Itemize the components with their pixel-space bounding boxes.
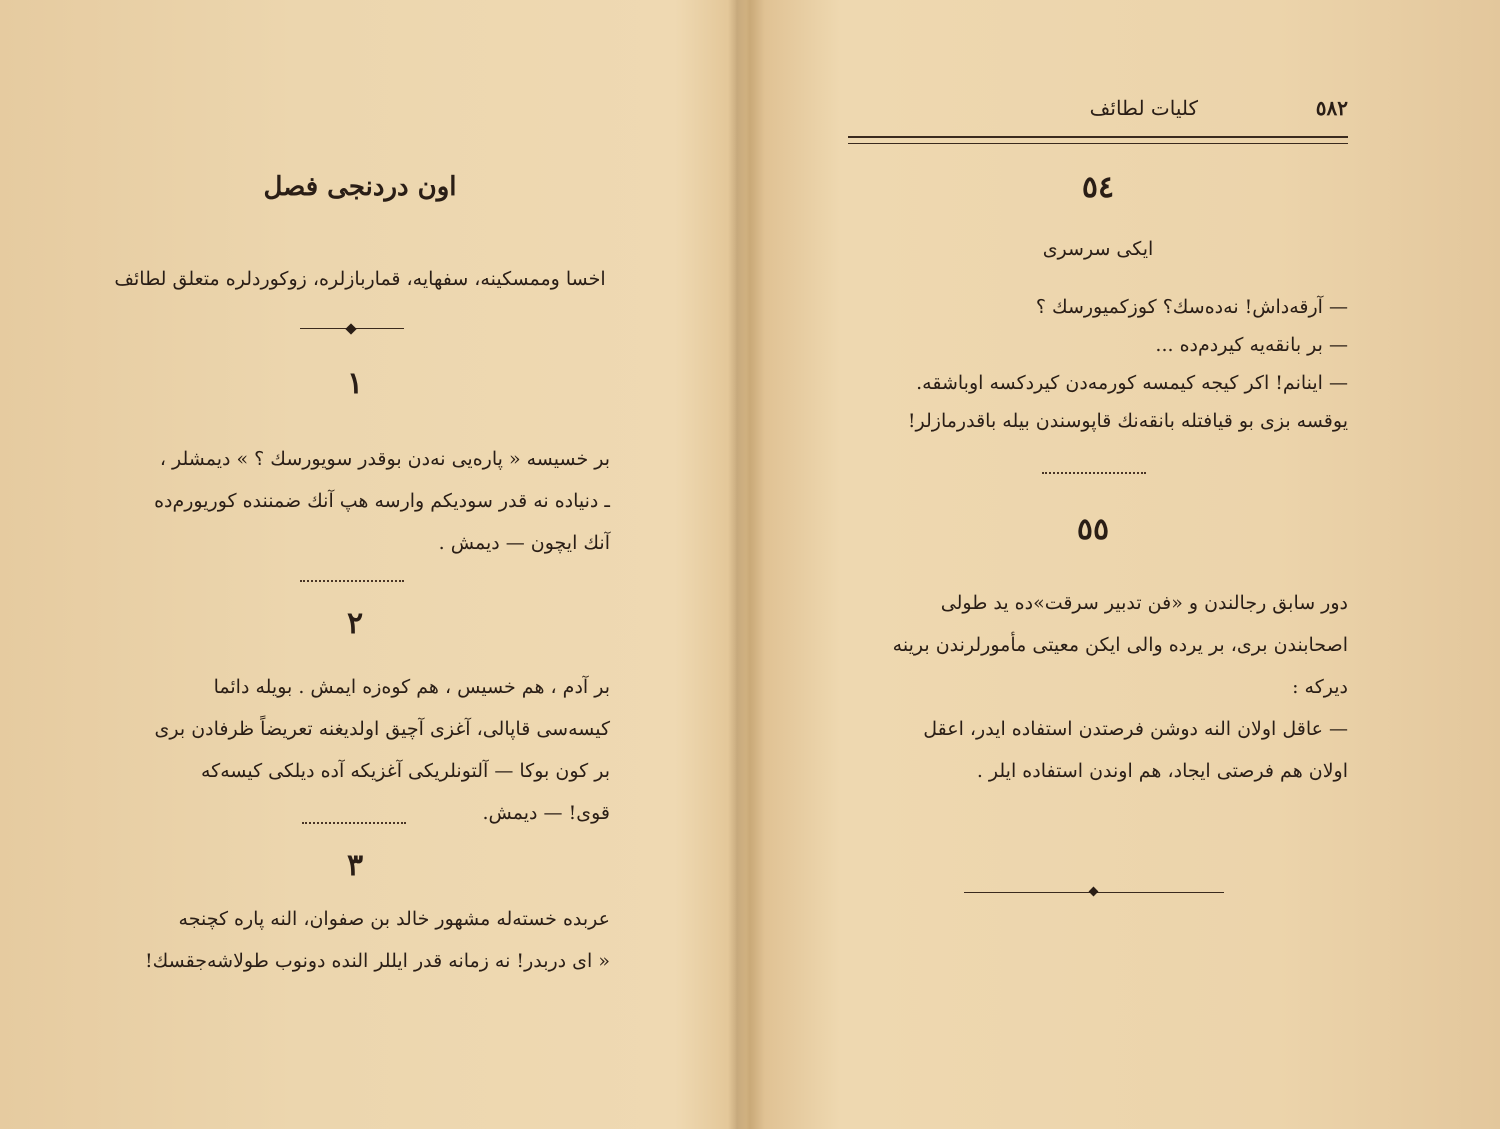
section-55-text: [838, 582, 1348, 792]
section-number-2: ٢: [346, 606, 364, 641]
section-54-line: — آرقه‌داش! نه‌ده‌سك؟ کوزکمیورسك ؟: [1035, 296, 1348, 318]
section-1-line: ـ دنیاده نه قدر سودیکم وارسه هپ آنك ضمننده کوریورم‌ده: [154, 490, 610, 512]
wavy-divider: [300, 572, 404, 582]
section-number-55: ٥٥: [1076, 512, 1110, 547]
page-number: ٥٨٢: [1315, 96, 1348, 120]
end-ornament-dot: [1089, 887, 1099, 897]
wavy-divider: [302, 814, 406, 824]
section-number-1: ١: [346, 366, 364, 401]
running-header: [848, 96, 1348, 130]
section-3-line: « ای دربدر! نه زمانه قدر ایللر النده دونوب طولاشه‌جقسك!: [145, 950, 610, 972]
chapter-title: اون دردنجی فصل: [263, 172, 457, 202]
ornament-dot: [345, 323, 356, 334]
section-3-text: [100, 898, 610, 982]
right-page: [748, 0, 1500, 1129]
section-54-line: — اینانم! اکر کیجه کیمسه کورمه‌دن کیردکسه اوباشقه.: [916, 372, 1348, 394]
section-54-line: — بر بانقه‌یه کیردم‌ده ...: [1155, 334, 1348, 356]
section-55-line: اصحابندن بری، بر یرده والی ایکن معیتی مأمورلرندن برینه: [892, 634, 1348, 656]
section-55-line: — عاقل اولان النه دوشن فرصتدن استفاده ایدر، اعقل: [923, 718, 1348, 740]
section-number-3: ٣: [346, 848, 364, 883]
section-number-54: ٥٤: [1081, 170, 1115, 205]
section-1-line: بر خسیسه « پاره‌یی نه‌دن بوقدر سویورسك ؟ » دیمشلر ،: [159, 448, 610, 470]
section-2-line: بر آدم ، هم خسیس ، هم کوه‌زه ایمش . بویله دائما: [213, 676, 610, 698]
section-54-line: یوقسه بزی بو قیافتله بانقه‌نك قاپوسندن بیله باقدرمازلر!: [907, 410, 1348, 432]
section-2-line: قوی! — دیمش.: [482, 802, 610, 824]
section-55-line: دیرکه :: [1292, 676, 1348, 698]
section-2-line: کیسه‌سی قاپالی، آغزی آچیق اولدیغنه تعریضاً ظرفادن بری: [154, 718, 610, 740]
section-1-line: آنك ایچون — دیمش .: [438, 532, 610, 554]
left-page: [0, 0, 735, 1129]
wavy-divider: [1042, 464, 1146, 474]
chapter-subtitle: اخسا وممسکینه، سفهایه، قماربازلره، زوکوردلره متعلق لطائف: [114, 268, 606, 290]
section-55-line: دور سابق رجالندن و «فن تدبیر سرقت»ده ید طولی: [940, 592, 1348, 614]
header-rule: [848, 136, 1348, 144]
section-55-line: اولان هم فرصتی ایجاد، هم اوندن استفاده ایلر .: [976, 760, 1348, 782]
section-2-text: [100, 666, 610, 834]
section-54-text: [838, 288, 1348, 440]
section-54-title: ایکی سرسری: [1042, 238, 1154, 260]
section-3-line: عربده خسته‌له مشهور خالد بن صفوان، النه پاره کچنجه: [178, 908, 610, 930]
book-title: کلیات لطائف: [1089, 96, 1198, 120]
section-2-line: بر کون بوکا — آلتونلریکی آغزیکه آده دیلکی کیسه‌که: [200, 760, 610, 782]
section-1-text: [100, 438, 610, 564]
